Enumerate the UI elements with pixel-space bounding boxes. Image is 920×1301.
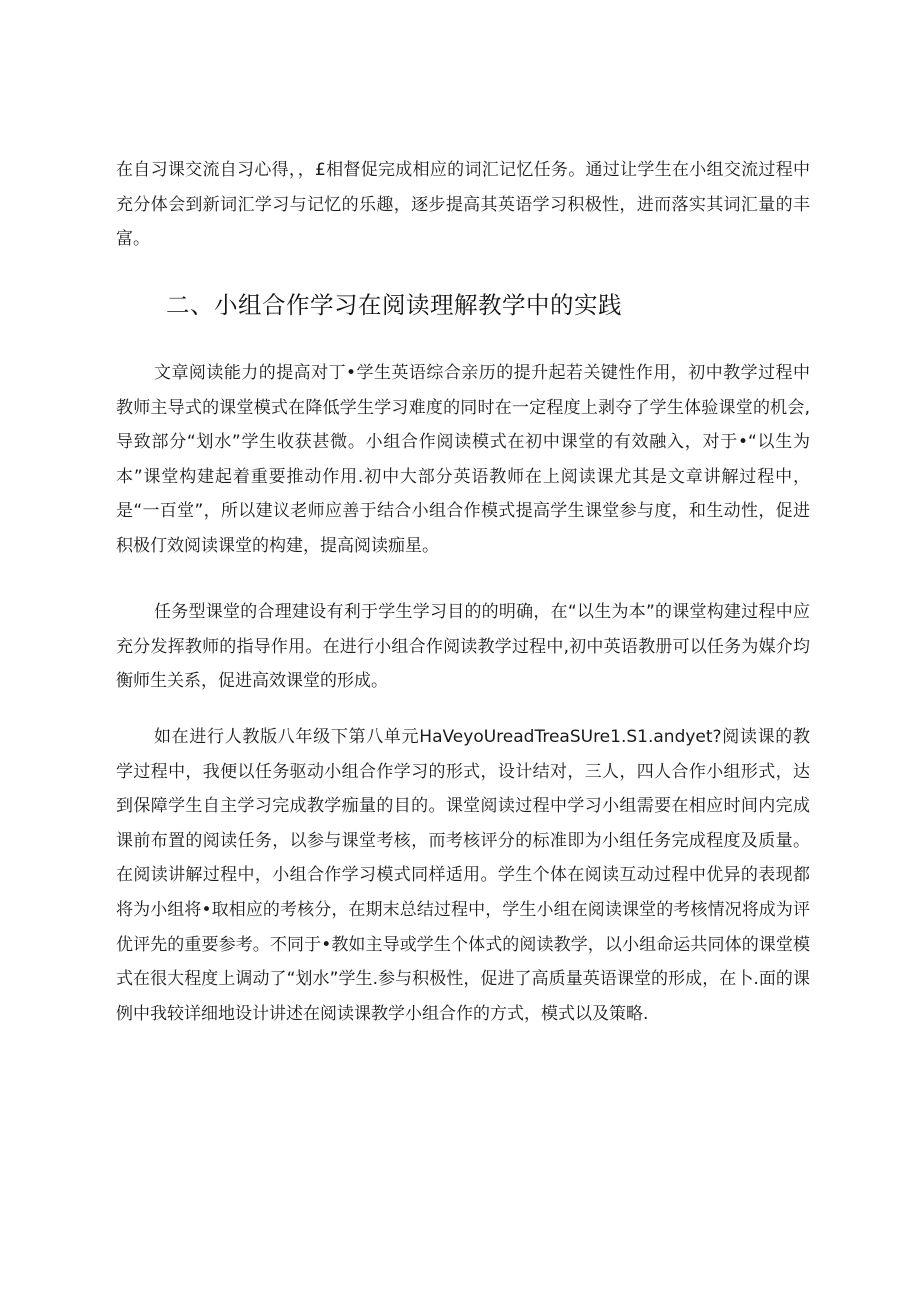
paragraph-lesson-example: 如在进行人教版八年级下第八单元HaVeyoUreadTreaSUre1.S1.andyet?阅读课的教学过程中，我便以任务驱动小组合作学习的形式，设计结对，三人，四人合作小组形式，达到保障学生自主学习完成教学痂量的目的。课堂阅读过程中学习小组需要在相应时间内完成课前布置的阅读任务，以参与课堂考核，而考核评分的标准即为小组任务完成程度及质量。在阅读讲解过程中，小组合作学习模式同样适用。学生个体在阅读互动过程中优异的表现都将为小组将•取相应的考核分，在期末总结过程中，学生小组在阅读课堂的考核情况将成为评优评先的重要参考。不同于•教如主导或学生个体式的阅读教学，以小组命运共同体的课堂模式在很大程度上调动了“划水”学生.参与积极性，促进了高质量英语课堂的形成，在卜.面的课例中我较详细地设计讲述在阅读课教学小组合作的方式，模式以及策略. xyxy=(116,727,810,1024)
paragraph-task-based-classroom: 任务型课堂的合理建设有利于学生学习目的的明确，在“以生为本”的课堂构建过程中应充分发挥教师的指导作用。在进行小组合作阅读教学过程中,初中英语教册可以任务为媒介均衡师生关系，促进高效课堂的形成。 xyxy=(116,602,810,692)
paragraph-reading-ability: 文章阅读能力的提高对丁•学生英语综合亲历的提升起若关键性作用，初中教学过程中教师主导式的课堂模式在降低学生学习难度的同时在一定程度上剥夺了学生体验课堂的机会,导致部分“划水”学生收获甚微。小组合作阅读模式在初中课堂的有效融入，对于•“以生为本”课堂构建起着重要推动作用.初中大部分英语教师在上阅读课尤其是文章讲解过程中，是“一百堂”，所以建议老师应善于结合小组合作模式提高学生课堂参与度，和生动性，促进积极仃效阅读课堂的构建，提高阅读痂星。 xyxy=(116,363,810,556)
section-heading: 二、小组合作学习在阅读理解教学中的实践 xyxy=(166,291,622,319)
paragraph-vocabulary-conclusion: 在自习课交流自习心得，，£相督促完成相应的词汇记忆任务。通过让学生在小组交流过程中充分体会到新词汇学习与记忆的乐趣，逐步提高其英语学习积极性，进而落实其词汇量的丰富。 xyxy=(116,160,810,250)
